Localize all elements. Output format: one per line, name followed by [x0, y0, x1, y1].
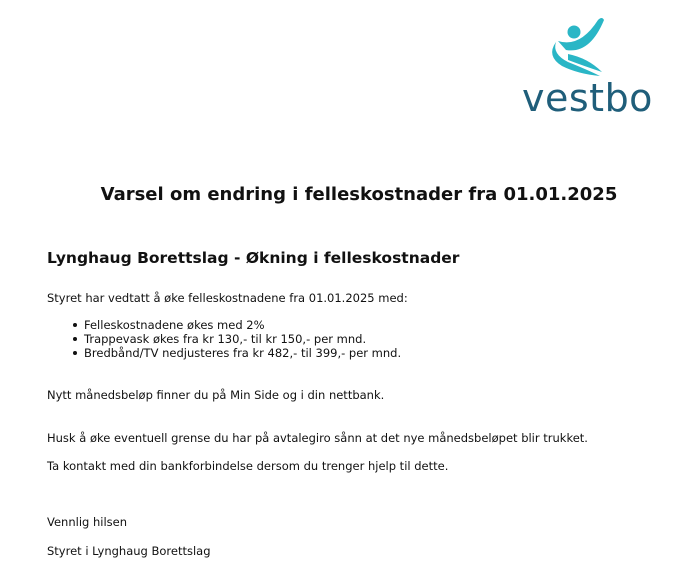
bullet-icon: [73, 337, 77, 341]
bullet-icon: [73, 351, 77, 355]
vestbo-logo: [518, 14, 653, 120]
list-item: [64, 346, 401, 360]
avtalegiro-paragraph: Husk å øke eventuell grense du har på avtalegiro sånn at det nye månedsbeløpet blir trukket.: [47, 431, 588, 445]
page-title: Varsel om endring i felleskostnader fra 01.01.2025: [100, 184, 618, 205]
closing-greeting: Vennlig hilsen: [47, 515, 128, 529]
contact-paragraph: Ta kontakt med din bankforbindelse dersom du trenger hjelp til dette.: [47, 459, 449, 473]
list-item-text: Trappevask økes fra kr 130,- til kr 150,- per mnd.: [84, 332, 367, 346]
list-item-text: Felleskostnadene økes med 2%: [84, 318, 265, 332]
logo-wordmark: vestbo: [522, 76, 653, 120]
bullet-icon: [73, 323, 77, 327]
change-list: [64, 318, 401, 360]
signature: Styret i Lynghaug Borettslag: [47, 544, 211, 558]
person-figure-icon: [518, 14, 648, 80]
intro-paragraph: Styret har vedtatt å øke felleskostnadene fra 01.01.2025 med:: [47, 291, 408, 305]
list-item-text: Bredbånd/TV nedjusteres fra kr 482,- til 399,- per mnd.: [84, 346, 402, 360]
monthly-amount-paragraph: Nytt månedsbeløp finner du på Min Side og i din nettbank.: [47, 388, 385, 402]
section-heading: Lynghaug Borettslag - Økning i felleskostnader: [47, 249, 460, 267]
list-item: [64, 332, 401, 346]
list-item: [64, 318, 401, 332]
